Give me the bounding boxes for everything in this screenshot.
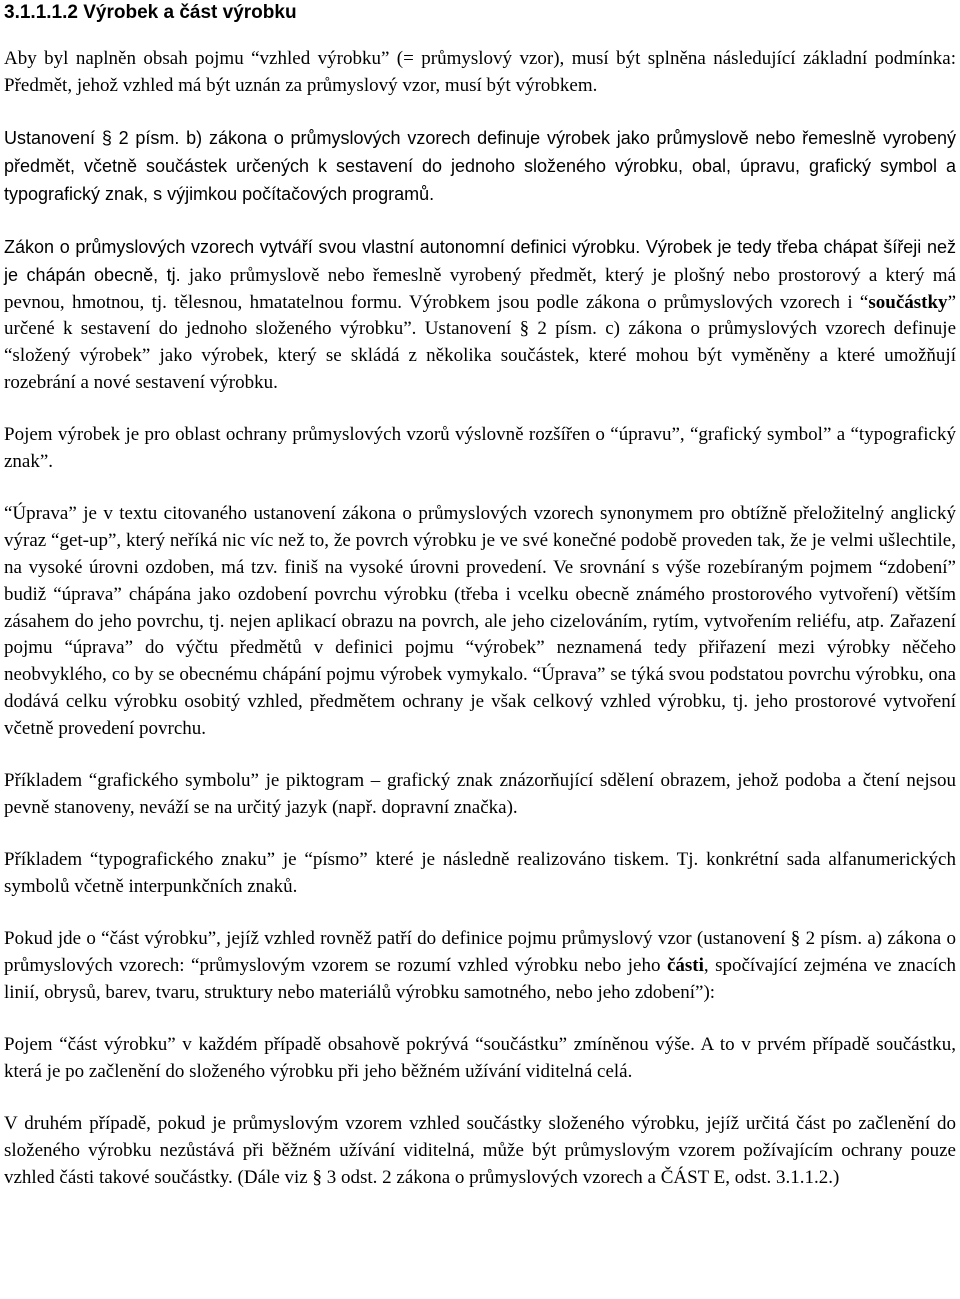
part-of-product-lead: Pokud jde o “část výrobku”, jejíž vzhled rovněž patří do definice pojmu průmyslový vzor (ustanovení § 2 písm. a) zákona o průmyslových vzorech: “průmyslovým vzorem se rozumí vzhled výrobku nebo jeho xyxy=(4,928,956,977)
section-heading: 3.1.1.1.2 Výrobek a část výrobku xyxy=(4,2,297,23)
parts-term: části xyxy=(666,955,704,977)
paragraph-part-of-product xyxy=(4,926,956,1006)
definition-product-text: Ustanovení § 2 písm. b) zákona o průmyslových vzorech definuje výrobek jako průmyslově nebo řemeslně vyrobený předmět, včetně součástek určených k sestavení do jednoho složeného výrobku, obal, úpravu, grafický symbol a typografický znak, s výjimkou počítačových programů. xyxy=(4,128,956,204)
components-term: součástky xyxy=(868,291,948,313)
autonomous-definition-lead: Zákon o průmyslových vzorech vytváří svou vlastní autonomní definici výrobku. Výrobek je tedy třeba chápat šířeji než je chápán obecně, tj. xyxy=(4,236,956,285)
paragraph-autonomous-definition xyxy=(4,234,956,397)
paragraph-product-condition: Aby byl naplněn obsah pojmu “vzhled výrobku” (= průmyslový vzor), musí být splněna následující základní podmínka: Předmět, jehož vzhled má být uznán za průmyslový vzor, musí být výrobkem. xyxy=(4,48,956,96)
part-of-product-tail: , spočívající zejména ve znacích linií, obrysů, barev, tvaru, struktury nebo materiálů výrobku samotného, nebo jeho zdobení”): xyxy=(4,955,957,1003)
paragraph-get-up: “Úprava” je v textu citovaného ustanovení zákona o průmyslových vzorech synonymem pro obtížně přeložitelný anglický výraz “get-up”, který neříká nic víc než to, že povrch výrobku je ve své konečné podobě proveden tak, že je velmi ušlechtile, na vysoké úrovni ozdoben, má tzv. finiš na vysoké úrovni provedení. Ve srovnání s výše rozebíraným pojmem “zdobení” budiž “úprava” chápána jako ozdobení povrchu výrobku (třeba i vcelku obecně známého prostorového vytvoření) větším zásahem do jeho povrchu, tj. nejen aplikací obrazu na povrch, ale jeho cizelováním, rytím, vytvořením reliéfu, atp. Zařazení pojmu “úprava” do výčtu předmětů v definici pojmu “výrobek” neznamená tedy přiřazení mezi výrobky něčeho neobvyklého, co by se obecnému chápání pojmu výrobek vymykalo. “Úprava” se týká svou podstatou povrchu výrobku, ona dodává celku výrobku osobitý vzhled, předmětem ochrany je však celkový vzhled výrobku, tj. jeho prostorové vytvoření včetně provedení povrchu. xyxy=(4,503,956,739)
paragraph-definition-product xyxy=(4,125,956,208)
autonomous-definition-body: jako průmyslově nebo řemeslně vyrobený předmět, který je plošný nebo prostorový a který má pevnou, hmotnou, tj. tělesnou, hmatatelnou formu. Výrobkem jsou podle zákona o průmyslových vzorech i “ xyxy=(4,264,956,313)
document-page xyxy=(4,0,956,1192)
paragraph-graphic-symbol: Příkladem “grafického symbolu” je piktogram – grafický znak znázorňující sdělení obrazem, jehož podoba a čtení nejsou pevně stanoveny, neváží se na určitý jazyk (např. dopravní značka). xyxy=(4,770,956,818)
paragraph-typographic-sign: Příkladem “typografického znaku” je “písmo” které je následně realizováno tiskem. Tj. konkrétní sada alfanumerických symbolů včetně interpunkčních znaků. xyxy=(4,849,956,897)
paragraph-extended-product: Pojem výrobek je pro oblast ochrany průmyslových vzorů výslovně rozšířen o “úpravu”, “grafický symbol” a “typografický znak”. xyxy=(4,424,956,473)
paragraph-second-case: V druhém případě, pokud je průmyslovým vzorem vzhled součástky složeného výrobku, jejíž určitá část po začlenění do složeného výrobku nezůstává při běžném užívání viditelná, může být průmyslovým vzorem požívajícím ochrany pouze vzhled části takové součástky. (Dále viz § 3 odst. 2 zákona o průmyslových vzorech a ČÁST E, odst. 3.1.1.2.) xyxy=(4,1113,956,1188)
autonomous-definition-tail: ” určené k sestavení do jednoho složeného výrobku”. Ustanovení § 2 písm. c) zákona o průmyslových vzorech definuje “složený výrobek” jako výrobek, který se skládá z několika součástek, které mohou být vyměněny a které umožňují rozebrání a nové sestavení výrobku. xyxy=(4,291,956,393)
paragraph-first-case: Pojem “část výrobku” v každém případě obsahově pokrývá “součástku” zmíněnou výše. A to v prvém případě součástku, která je po začlenění do složeného výrobku při jeho běžném užívání viditelná celá. xyxy=(4,1034,956,1082)
